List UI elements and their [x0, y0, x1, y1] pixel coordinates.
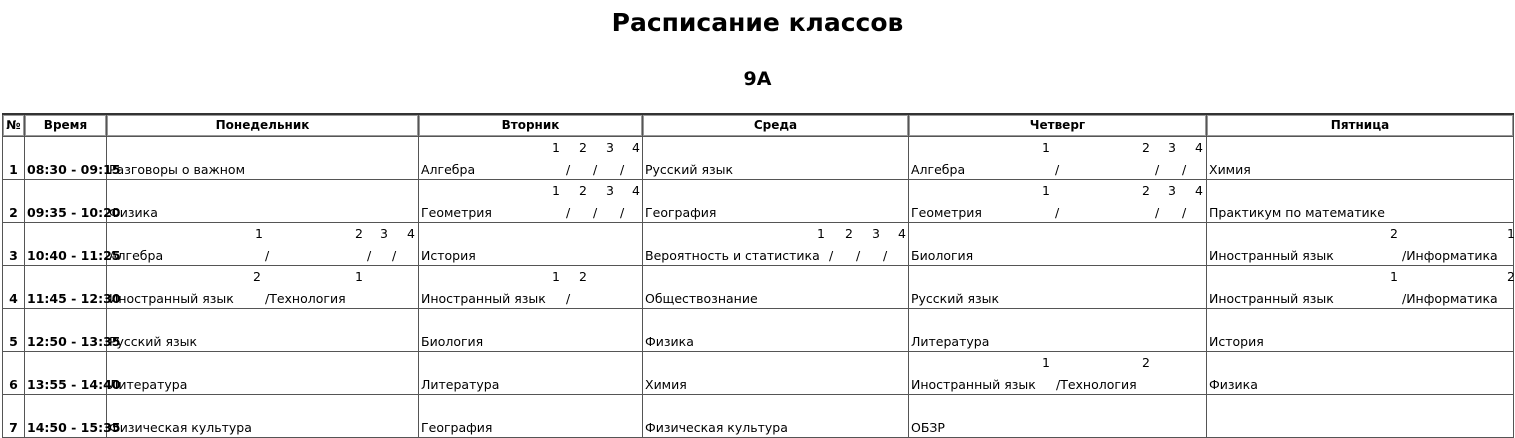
header-time: Время: [25, 114, 107, 137]
subject-name: Физическая культура: [109, 420, 252, 435]
class-name: 9А: [743, 68, 772, 90]
cell-thursday: [909, 395, 1207, 438]
group-number: 2: [253, 269, 261, 284]
cell-thursday: [909, 309, 1207, 352]
group-number: 4: [1195, 140, 1203, 155]
second-subject-name: /Информатика: [1402, 291, 1498, 306]
table-row: [3, 223, 1514, 266]
cell-friday: [1207, 180, 1514, 223]
table-row: [3, 137, 1514, 180]
group-number: 1: [552, 269, 560, 284]
group-number: 2: [1142, 183, 1150, 198]
subject-name: Русский язык: [911, 291, 1000, 306]
group-separator: /: [620, 162, 625, 177]
subject-name: История: [1209, 334, 1264, 349]
subject-name: Практикум по математике: [1209, 205, 1385, 220]
table-row: [3, 180, 1514, 223]
subject-name: Физика: [109, 205, 158, 220]
table-row: [3, 309, 1514, 352]
cell-thursday: [909, 352, 1207, 395]
group-number: 2: [1390, 226, 1398, 241]
subject-name: ОБЗР: [911, 420, 945, 435]
cell-monday: [107, 352, 419, 395]
table-row: [3, 352, 1514, 395]
group-number: 4: [632, 140, 640, 155]
lesson-time: 12:50 - 13:35: [25, 309, 107, 352]
subject-name: Физика: [645, 334, 694, 349]
group-number: 3: [606, 140, 614, 155]
cell-tuesday: [419, 266, 643, 309]
subject-name: Литература: [421, 377, 500, 392]
lesson-time: 14:50 - 15:35: [25, 395, 107, 438]
cell-friday: [1207, 223, 1514, 266]
subject-name: Физика: [1209, 377, 1258, 392]
group-number: 1: [1042, 183, 1050, 198]
cell-friday: [1207, 395, 1514, 438]
schedule-table: [2, 113, 1514, 438]
cell-wednesday: [643, 309, 909, 352]
subject-name: Геометрия: [911, 205, 982, 220]
group-number: 2: [845, 226, 853, 241]
group-number: 1: [552, 183, 560, 198]
header-wednesday: Среда: [643, 114, 909, 137]
cell-tuesday: [419, 352, 643, 395]
group-separator: /: [566, 291, 571, 306]
group-number: 1: [255, 226, 263, 241]
group-separator: /: [367, 248, 372, 263]
subject-name: Алгебра: [421, 162, 476, 177]
table-row: [3, 266, 1514, 309]
header-friday: Пятница: [1207, 114, 1514, 137]
subject-name: Биология: [421, 334, 484, 349]
subject-name: Алгебра: [109, 248, 164, 263]
lesson-time: 09:35 - 10:20: [25, 180, 107, 223]
group-separator: /: [593, 162, 598, 177]
group-number: 3: [872, 226, 880, 241]
group-separator: /: [620, 205, 625, 220]
subject-name: Геометрия: [421, 205, 492, 220]
cell-friday: [1207, 266, 1514, 309]
group-separator: /: [1055, 162, 1060, 177]
subject-name: Физическая культура: [645, 420, 788, 435]
subject-name: Иностранный язык: [1209, 291, 1334, 306]
subject-name: Иностранный язык: [421, 291, 546, 306]
group-number: 2: [579, 269, 587, 284]
group-separator: /: [566, 205, 571, 220]
lesson-time: 11:45 - 12:30: [25, 266, 107, 309]
header-row: [3, 114, 1514, 137]
cell-monday: [107, 137, 419, 180]
group-number: 2: [1507, 269, 1515, 284]
group-number: 3: [380, 226, 388, 241]
lesson-number: 2: [3, 180, 25, 223]
lesson-number: 5: [3, 309, 25, 352]
header-thursday: Четверг: [909, 114, 1207, 137]
subject-name: Литература: [911, 334, 990, 349]
cell-monday: [107, 309, 419, 352]
subject-name: Русский язык: [645, 162, 734, 177]
cell-thursday: [909, 180, 1207, 223]
group-number: 1: [1042, 140, 1050, 155]
header-monday: Понедельник: [107, 114, 419, 137]
cell-tuesday: [419, 309, 643, 352]
group-separator: /: [1182, 205, 1187, 220]
cell-monday: [107, 395, 419, 438]
lesson-number: 4: [3, 266, 25, 309]
cell-tuesday: [419, 223, 643, 266]
group-separator: /: [829, 248, 834, 263]
cell-wednesday: [643, 223, 909, 266]
subject-name: Иностранный язык: [1209, 248, 1334, 263]
cell-tuesday: [419, 137, 643, 180]
lesson-time: 10:40 - 11:25: [25, 223, 107, 266]
lesson-time: 13:55 - 14:40: [25, 352, 107, 395]
cell-monday: [107, 223, 419, 266]
group-number: 3: [1168, 183, 1176, 198]
subject-name: Химия: [1209, 162, 1251, 177]
cell-wednesday: [643, 266, 909, 309]
cell-tuesday: [419, 395, 643, 438]
cell-wednesday: [643, 395, 909, 438]
subject-name: Обществознание: [645, 291, 758, 306]
group-number: 2: [355, 226, 363, 241]
group-number: 1: [1390, 269, 1398, 284]
group-separator: /: [1182, 162, 1187, 177]
group-number: 1: [817, 226, 825, 241]
group-number: 1: [552, 140, 560, 155]
subject-name: География: [645, 205, 717, 220]
group-number: 4: [1195, 183, 1203, 198]
group-number: 3: [606, 183, 614, 198]
subject-name: Вероятность и статистика: [645, 248, 820, 263]
group-separator: /: [566, 162, 571, 177]
group-separator: /: [1155, 205, 1160, 220]
lesson-number: 3: [3, 223, 25, 266]
subject-name: Разговоры о важном: [109, 162, 246, 177]
subject-name: Алгебра: [911, 162, 966, 177]
cell-monday: [107, 180, 419, 223]
cell-thursday: [909, 137, 1207, 180]
group-number: 3: [1168, 140, 1176, 155]
cell-monday: [107, 266, 419, 309]
subject-name: Литература: [109, 377, 188, 392]
group-number: 1: [355, 269, 363, 284]
subject-name: Русский язык: [109, 334, 198, 349]
cell-thursday: [909, 266, 1207, 309]
group-number: 2: [1142, 140, 1150, 155]
subject-name: Химия: [645, 377, 687, 392]
header-num: №: [3, 114, 25, 137]
group-number: 4: [632, 183, 640, 198]
cell-friday: [1207, 309, 1514, 352]
page-title: Расписание классов: [611, 8, 904, 37]
subject-name: География: [421, 420, 493, 435]
group-separator: /: [1155, 162, 1160, 177]
group-separator: /: [593, 205, 598, 220]
header-tuesday: Вторник: [419, 114, 643, 137]
second-subject-name: /Технология: [1056, 377, 1137, 392]
group-number: 4: [898, 226, 906, 241]
subject-name: Биология: [911, 248, 974, 263]
second-subject-name: /Информатика: [1402, 248, 1498, 263]
cell-wednesday: [643, 180, 909, 223]
group-number: 4: [407, 226, 415, 241]
table-row: [3, 395, 1514, 438]
group-number: 2: [579, 183, 587, 198]
subject-name: Иностранный язык: [911, 377, 1036, 392]
lesson-time: 08:30 - 09:15: [25, 137, 107, 180]
group-separator: /: [265, 248, 270, 263]
group-separator: /: [856, 248, 861, 263]
cell-friday: [1207, 137, 1514, 180]
subject-name: Иностранный язык: [109, 291, 234, 306]
second-subject-name: /Технология: [265, 291, 346, 306]
subject-name: История: [421, 248, 476, 263]
lesson-number: 6: [3, 352, 25, 395]
lesson-number: 7: [3, 395, 25, 438]
cell-friday: [1207, 352, 1514, 395]
lesson-number: 1: [3, 137, 25, 180]
group-separator: /: [883, 248, 888, 263]
group-separator: /: [392, 248, 397, 263]
cell-wednesday: [643, 352, 909, 395]
cell-wednesday: [643, 137, 909, 180]
group-number: 1: [1507, 226, 1515, 241]
cell-tuesday: [419, 180, 643, 223]
group-separator: /: [1055, 205, 1060, 220]
cell-thursday: [909, 223, 1207, 266]
group-number: 2: [1142, 355, 1150, 370]
group-number: 2: [579, 140, 587, 155]
group-number: 1: [1042, 355, 1050, 370]
